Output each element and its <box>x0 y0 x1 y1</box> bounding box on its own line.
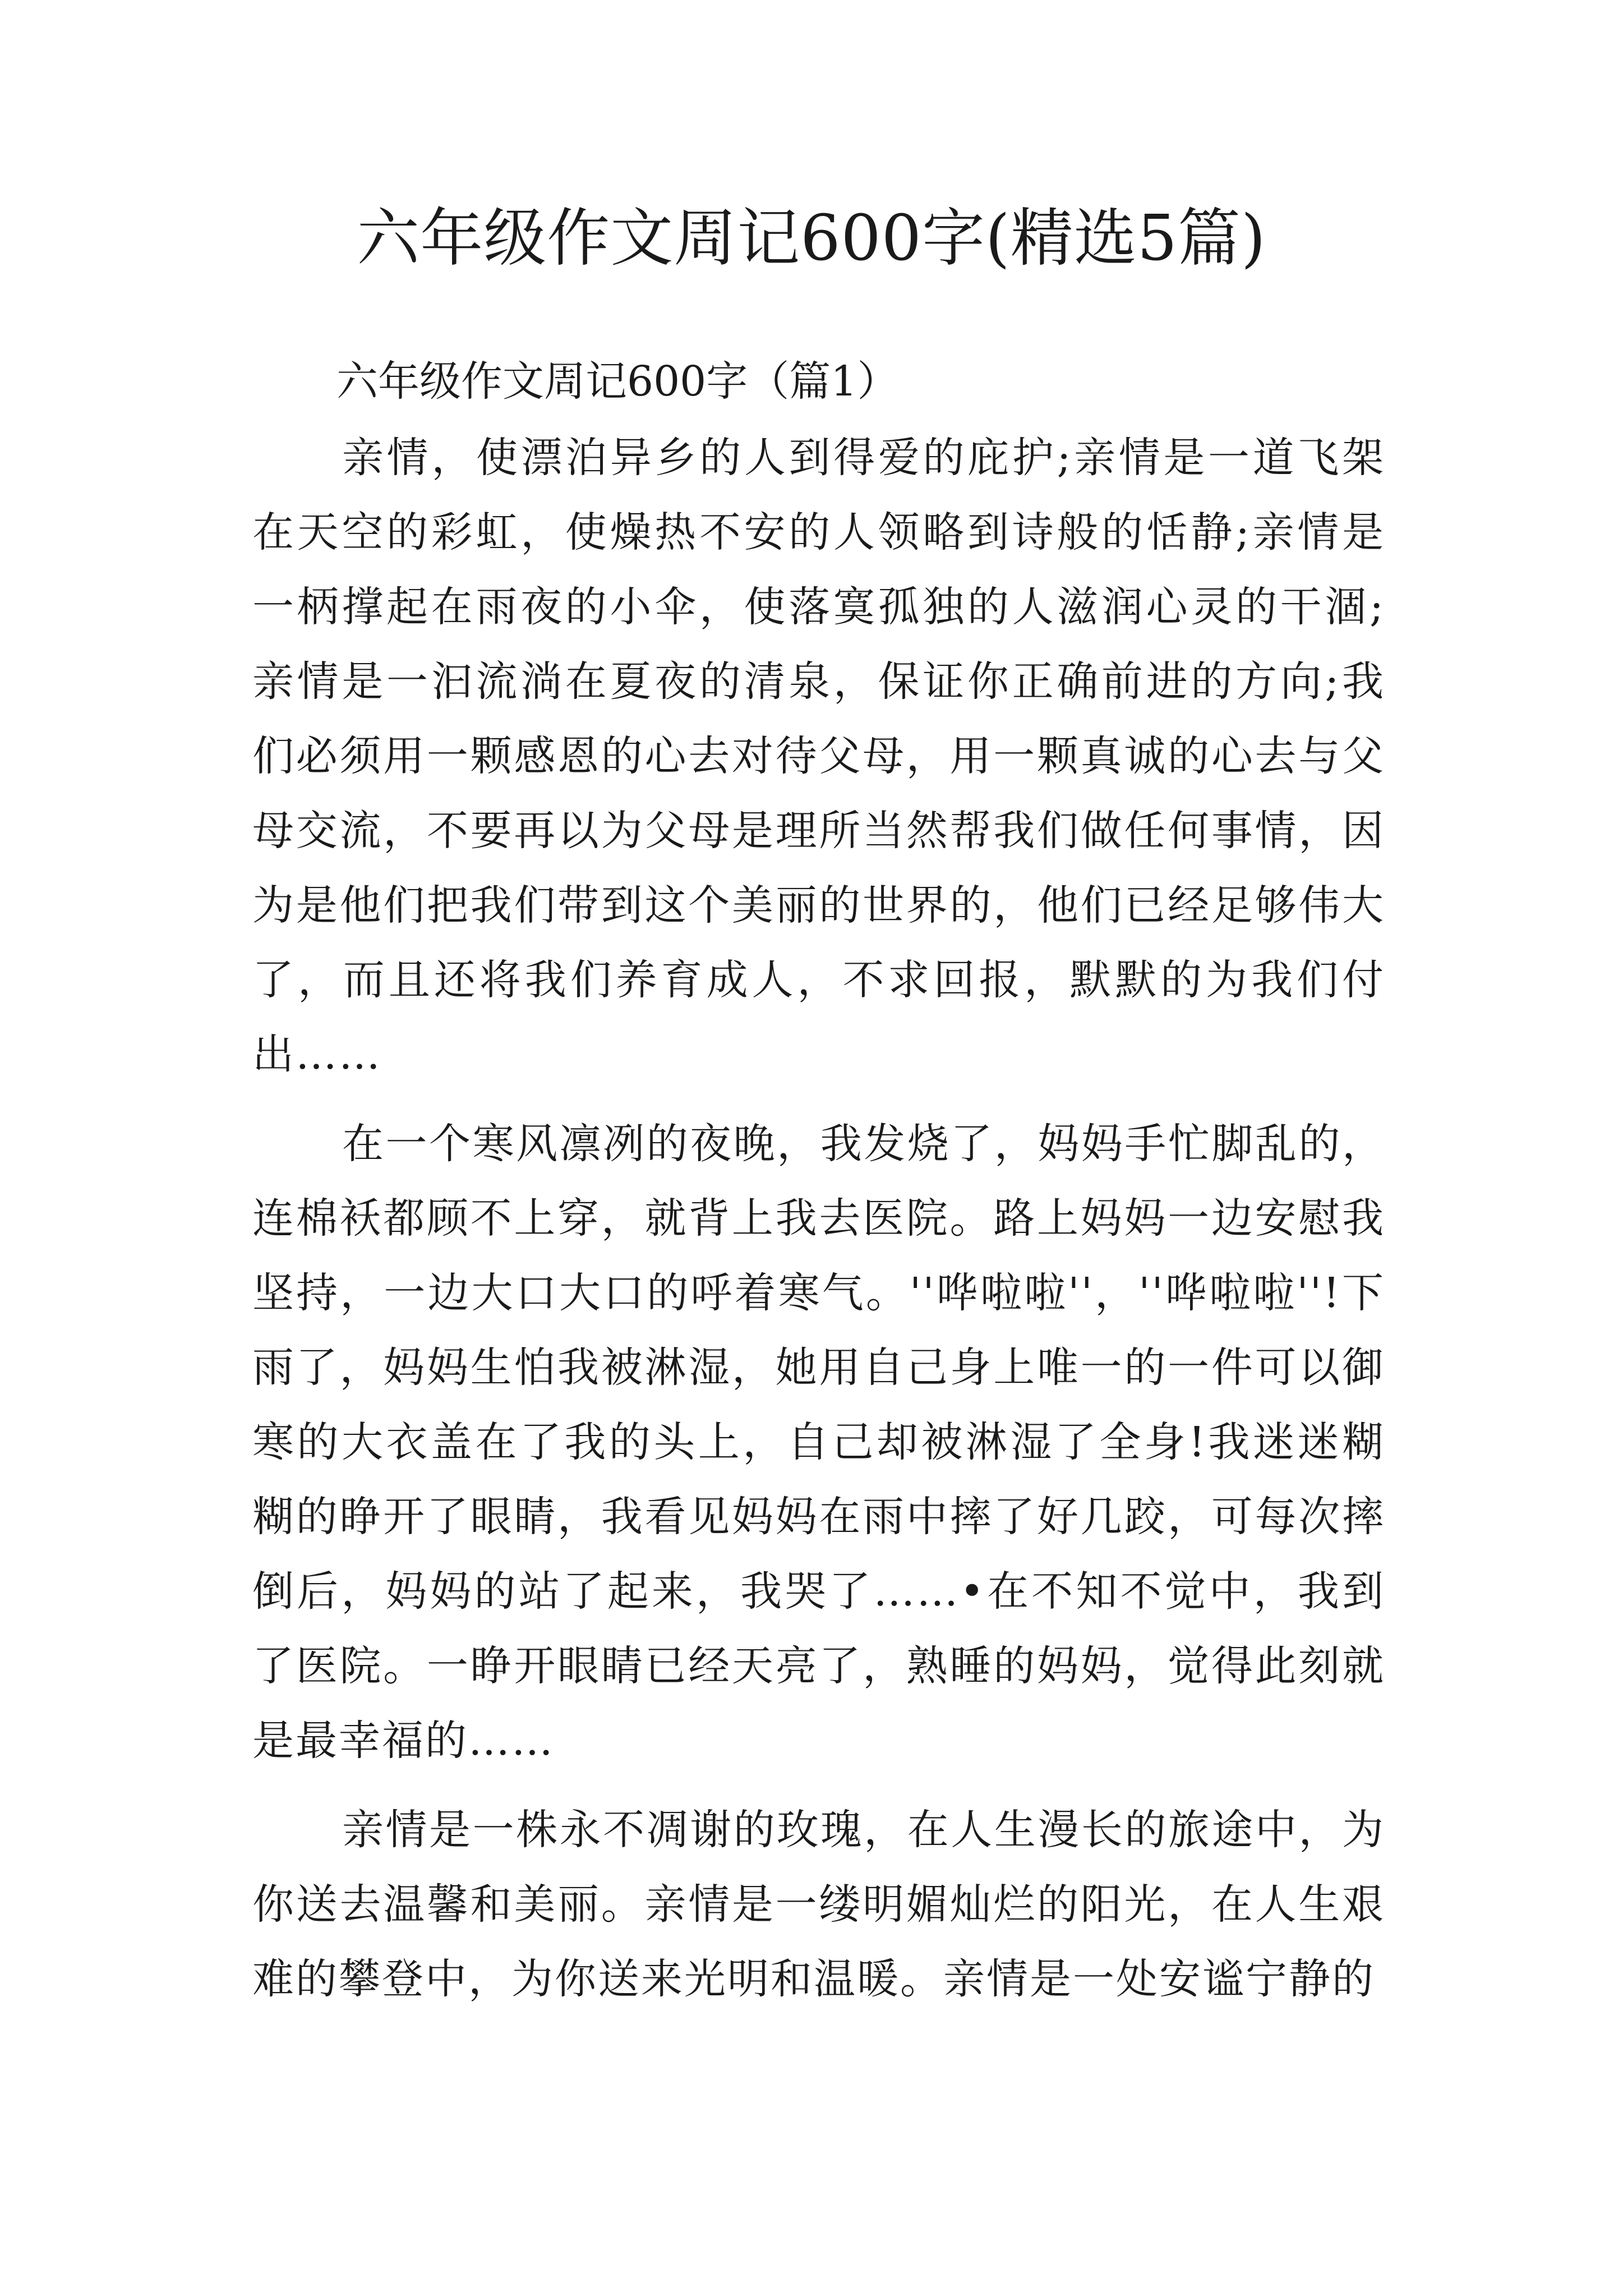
paragraph-3: 亲情是一株永不凋谢的玫瑰，在人生漫长的旅途中，为你送去温馨和美丽。亲情是一缕明媚灿烂的阳光，在人生艰难的攀登中，为你送来光明和温暖。亲情是一处安谧宁静的 <box>252 1806 1385 2003</box>
document-title: 六年级作文周记600字(精选5篇) <box>357 202 1266 275</box>
document-body <box>252 342 1385 2031</box>
section-heading: 六年级作文周记600字（篇1） <box>336 357 899 406</box>
paragraph-2: 在一个寒风凛冽的夜晚，我发烧了，妈妈手忙脚乱的，连棉袄都顾不上穿，就背上我去医院。路上妈妈一边安慰我坚持，一边大口大口的呼着寒气。''哗啦啦''，''哗啦啦''!下雨了，妈妈生怕我被淋湿，她用自己身上唯一的一件可以御寒的大衣盖在了我的头上，自己却被淋湿了全身!我迷迷糊糊的睁开了眼睛，我看见妈妈在雨中摔了好几跤，可每次摔倒后，妈妈的站了起来，我哭了……•在不知不觉中，我到了医院。一睁开眼睛已经天亮了，熟睡的妈妈，觉得此刻就是最幸福的…… <box>252 1120 1385 1765</box>
paragraph-1: 亲情，使漂泊异乡的人到得爱的庇护;亲情是一道飞架在天空的彩虹，使燥热不安的人领略到诗般的恬静;亲情是一柄撑起在雨夜的小伞，使落寞孤独的人滋润心灵的干涸;亲情是一汩流淌在夏夜的清泉，保证你正确前进的方向;我们必须用一颗感恩的心去对待父母，用一颗真诚的心去与父母交流，不要再以为父母是理所当然帮我们做任何事情，因为是他们把我们带到这个美丽的世界的，他们已经足够伟大了，而且还将我们养育成人，不求回报，默默的为我们付出…… <box>252 434 1385 1079</box>
